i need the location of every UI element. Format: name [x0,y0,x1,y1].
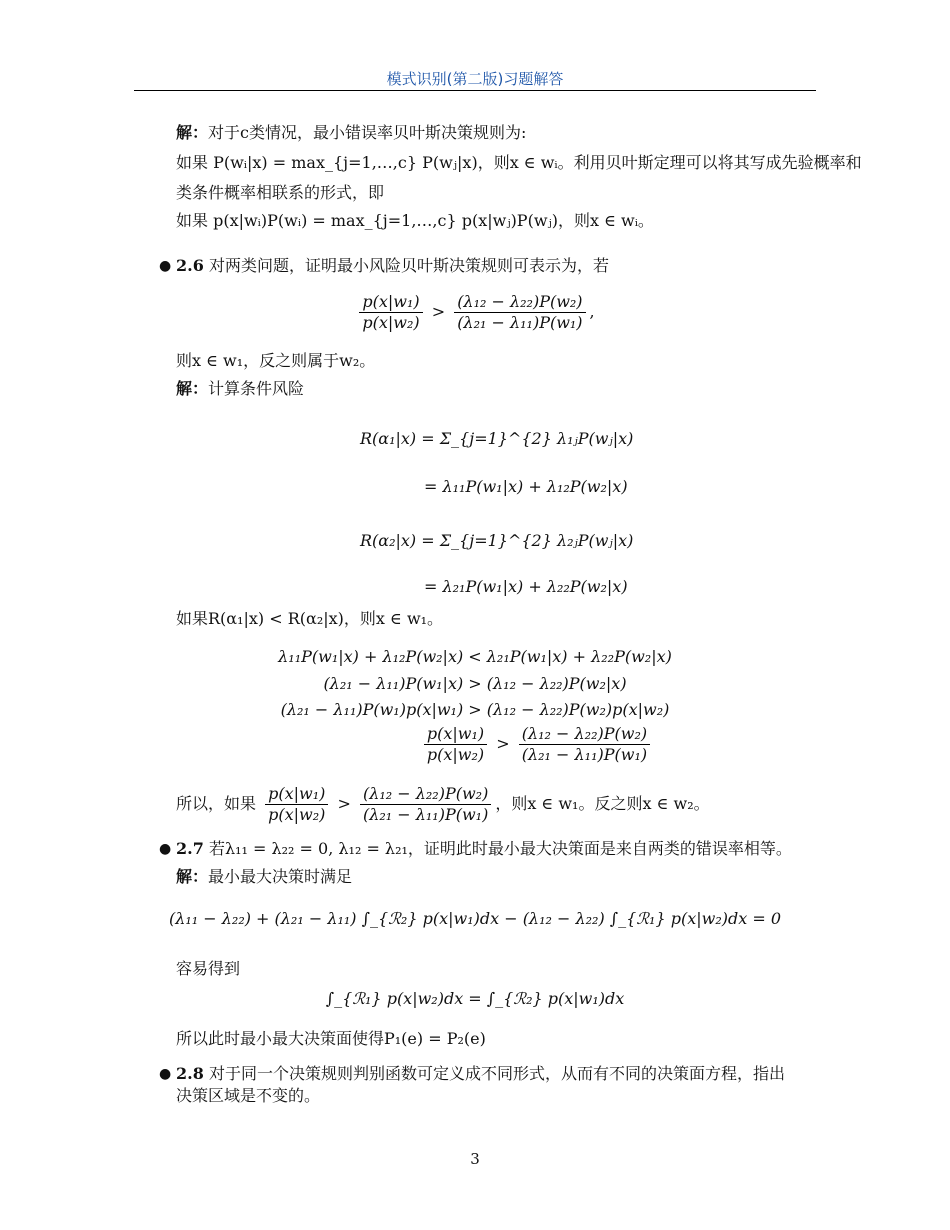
sol25-text1: 对于c类情况，最小错误率贝叶斯决策规则为: [208,123,527,142]
problem-2-8-line1 [176,1063,785,1085]
problem-2-6-condition: $\frac{\text{p(x|w₁)}}{\text{p(x|w₂)}}$ > $\frac{\text{(λ₁₂ − λ₂₂)P(w₂)}}{\text{(λ₂₁ − λ₁₁)P(w₁)}}$ , [0,292,950,333]
risk-comparison: 如果R(α₁|x) < R(α₂|x)，则x ∈ w₁。 [176,609,444,628]
easy-derivation: 容易得到 [176,959,241,978]
lhs-den: p(x|w₂) [362,313,420,332]
risk-2-sum: R(α₂|x) = Σ_{j=1}^{2} λ₂ⱼP(wⱼ|x) [360,531,634,550]
sol26-label: 解： [176,379,209,398]
risk-1-sum: R(α₁|x) = Σ_{j=1}^{2} λ₁ⱼP(wⱼ|x) [360,429,634,448]
ineq4-rhs-den: (λ₂₁ − λ₁₁)P(w₁) [521,745,648,764]
sol25-label: 解： [176,123,209,142]
problem-2-6-conclusion: 所以，如果 $\frac{\text{p(x|w₁)}}{\text{p(x|w₂)}}$ > $\frac{\text{(λ₁₂ − λ₂₂)P(w₂)}}{\text{(λ₂₁ − λ₁₁)P(w₁)}}$ ，则x ∈ w₁。反之则x ∈ w₂。 [176,784,710,824]
inequality-4: $\frac{\text{p(x|w₁)}}{\text{p(x|w₂)}}$ > $\frac{\text{(λ₁₂ − λ₂₂)P(w₂)}}{\text{(λ₂₁ − λ₁₁)P(w₁)}}$ [62,724,950,765]
minimax-equation: (λ₁₁ − λ₂₂) + (λ₂₁ − λ₁₁) ∫_{ℛ₂} p(x|w₁)dx − (λ₁₂ − λ₂₂) ∫_{ℛ₁} p(x|w₂)dx = 0 [168,909,782,928]
ineq4-lhs-den: p(x|w₂) [426,745,485,764]
risk-2-expanded: = λ₂₁P(w₁|x) + λ₂₂P(w₂|x) [424,577,628,596]
sol27-text: 最小最大决策时满足 [208,867,353,886]
page-number: 3 [470,1150,480,1168]
rhs-num: (λ₁₂ − λ₂₂)P(w₂) [454,292,585,313]
conclusion-rhs [360,784,491,825]
lhs-num: p(x|w₁) [359,292,422,313]
rhs-fraction [454,292,585,333]
concl-rhs-num: (λ₁₂ − λ₂₂)P(w₂) [360,784,491,805]
problem-2-6-statement [176,255,609,277]
conclusion-suffix: ，则x ∈ w₁。反之则x ∈ w₂。 [495,794,710,813]
inequality-3: (λ₂₁ − λ₁₁)P(w₁)p(x|w₁) > (λ₁₂ − λ₂₂)P(w₂)p(x|w₂) [280,700,670,719]
rhs-den: (λ₂₁ − λ₁₁)P(w₁) [457,313,583,332]
header-rule [134,90,816,91]
running-header: 模式识别(第二版)习题解答 [386,70,564,88]
problem-2-6-number: 2.6 [176,256,204,275]
integral-equality: ∫_{ℛ₁} p(x|w₂)dx = ∫_{ℛ₂} p(x|w₁)dx [325,989,625,1008]
sol25-line4: 如果 p(x|wᵢ)P(wᵢ) = max_{j=1,…,c} p(x|wⱼ)P(wⱼ)，则x ∈ wᵢ。 [176,211,654,230]
risk-1-expanded: = λ₁₁P(w₁|x) + λ₁₂P(w₂|x) [424,477,628,496]
bullet-icon: ● [159,1066,172,1082]
problem-2-7-solution-intro [176,866,352,888]
problem-2-7-conclusion: 所以此时最小最大决策面使得P₁(e) = P₂(e) [176,1029,486,1048]
bullet-icon: ● [159,258,172,274]
ineq4-rhs-num: (λ₁₂ − λ₂₂)P(w₂) [519,724,650,745]
concl-lhs-den: p(x|w₂) [268,805,326,824]
problem-2-7-statement [176,838,792,860]
problem-2-6-text: 对两类问题，证明最小风险贝叶斯决策规则可表示为，若 [208,256,609,275]
sol26-text: 计算条件风险 [208,379,305,398]
problem-2-7-text: 若λ₁₁ = λ₂₂ = 0, λ₁₂ = λ₂₁，证明此时最小最大决策面是来自两类的错误率相等。 [208,839,792,858]
conclusion-prefix: 所以，如果 [176,794,257,813]
conclusion-lhs [265,784,328,825]
sol25-line1 [176,122,526,144]
problem-2-8-line2: 决策区域是不变的。 [176,1086,321,1105]
problem-2-6-after: 则x ∈ w₁，反之则属于w₂。 [176,351,376,370]
ineq4-rhs [519,724,650,765]
lhs-fraction [359,292,422,333]
inequality-1: λ₁₁P(w₁|x) + λ₁₂P(w₂|x) < λ₂₁P(w₁|x) + λ₂₂P(w₂|x) [278,647,672,666]
concl-lhs-num: p(x|w₁) [265,784,328,805]
problem-2-6-solution-intro [176,378,304,400]
problem-2-8-text: 对于同一个决策规则判别函数可定义成不同形式，从而有不同的决策面方程，指出 [208,1064,785,1083]
inequality-2: (λ₂₁ − λ₁₁)P(w₁|x) > (λ₁₂ − λ₂₂)P(w₂|x) [323,674,627,693]
ineq4-lhs [424,724,487,765]
bullet-icon: ● [159,841,172,857]
problem-2-7-number: 2.7 [176,839,204,858]
sol25-line2: 如果 P(wᵢ|x) = max_{j=1,…,c} P(wⱼ|x)，则x ∈ wᵢ。利用贝叶斯定理可以将其写成先验概率和 [176,153,862,172]
concl-rhs-den: (λ₂₁ − λ₁₁)P(w₁) [362,805,489,824]
ineq4-lhs-num: p(x|w₁) [424,724,487,745]
problem-2-8-number: 2.8 [176,1064,204,1083]
sol25-line3: 类条件概率相联系的形式，即 [176,183,385,202]
sol27-label: 解： [176,867,209,886]
